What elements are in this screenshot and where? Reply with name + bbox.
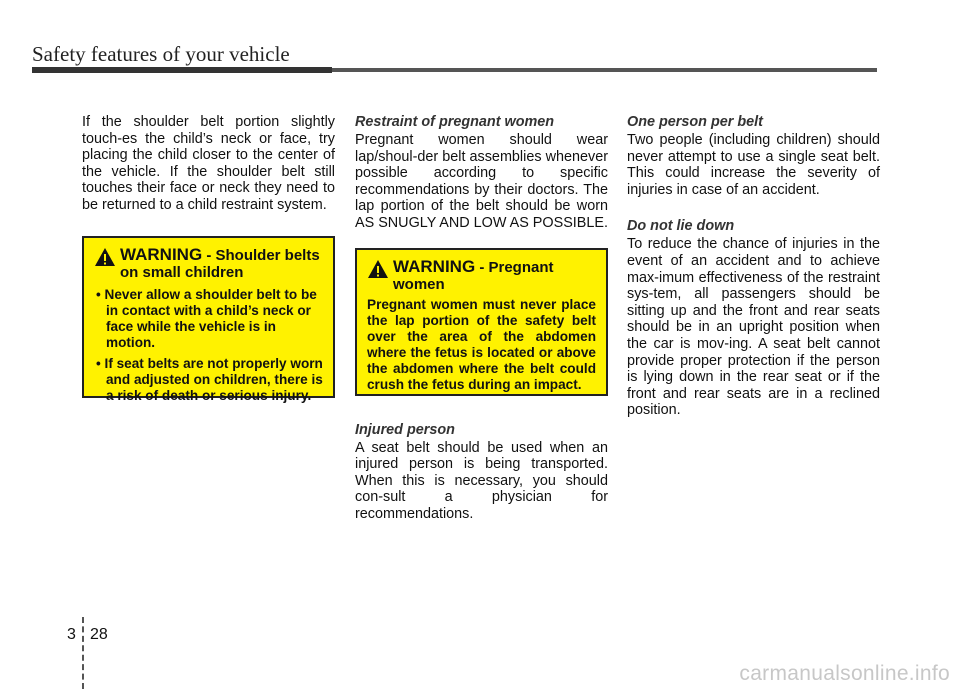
- warning-title: [120, 246, 323, 281]
- warning-triangle-icon: [367, 259, 389, 279]
- footer-divider: [82, 617, 84, 689]
- page-header-title: Safety features of your vehicle: [32, 42, 290, 66]
- warning-label: WARNING: [393, 256, 476, 276]
- column-2: [355, 114, 608, 523]
- lie-down-paragraph: To reduce the chance of injuries in the event of an accident and to achieve max-imum effectiveness of the restraint sys-tem, all passengers should be sitting up and the front and rear seats should be in an upright position when the car is mov-ing. A seat belt cannot provide proper protection if the person is lying down in the rear seat or if the front and rear seats are in a reclined position.: [627, 236, 880, 419]
- header-rule-accent: [32, 67, 332, 73]
- warning-item: • Never allow a shoulder belt to be in contact with a child’s neck or face while the vehicle is in motion.: [96, 286, 317, 350]
- warning-subject: - Pregnant women: [393, 258, 554, 293]
- warning-box-shoulder-belts: [82, 236, 335, 403]
- one-person-paragraph: Two people (including children) should never attempt to use a single seat belt. This could increase the severity of injuries in case of an accident.: [627, 132, 880, 198]
- warning-item: • If seat belts are not properly worn and adjusted on children, there is a risk of death or serious injury.: [96, 355, 323, 403]
- warning-subject: - Shoulder belts on small children: [120, 246, 320, 281]
- pregnant-heading: Restraint of pregnant women: [355, 114, 555, 130]
- child-belt-paragraph: If the shoulder belt portion slightly touch-es the child’s neck or face, try placing the child closer to the center of the vehicle. If the shoulder belt still touches their face or neck they need to be returned to a child restraint system.: [82, 114, 335, 213]
- warning-box-pregnant: [355, 248, 608, 396]
- injured-paragraph: A seat belt should be used when an injured person is being transported. When this is necessary, you should con-sult a physician for recommendations.: [355, 439, 608, 522]
- watermark: carmanualsonline.info: [739, 662, 950, 685]
- warning-label: WARNING: [120, 244, 203, 264]
- chapter-number: 3: [67, 626, 76, 643]
- warning-header: [367, 258, 596, 293]
- injured-heading: Injured person: [355, 421, 455, 438]
- lie-down-heading: Do not lie down: [627, 218, 735, 235]
- column-3: [627, 114, 880, 419]
- warning-title: [393, 258, 596, 293]
- header-rule: [32, 68, 877, 72]
- warning-header: [94, 246, 323, 281]
- warning-list: [94, 287, 323, 404]
- warning-triangle-icon: [94, 247, 116, 267]
- column-1: [82, 114, 335, 403]
- one-person-heading: One person per belt: [627, 114, 763, 130]
- page-number: 28: [90, 626, 108, 643]
- warning-text: Pregnant women must never place the lap portion of the safety belt over the area of the abdomen where the fetus is located or above the abdomen where the belt could crush the fetus during an impact.: [367, 296, 596, 392]
- pregnant-paragraph: Pregnant women should wear lap/shoul-der belt assemblies whenever possible according to specific recommendations by their doctors. The lap portion of the belt should be worn AS SNUGLY AND LOW AS POSSIBLE.: [355, 132, 608, 231]
